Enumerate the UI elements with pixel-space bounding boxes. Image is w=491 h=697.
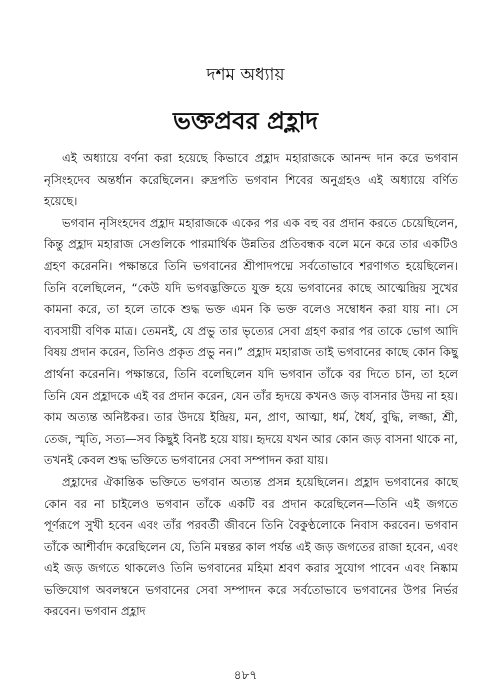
paragraph: প্রহ্লাদের ঐকান্তিক ভক্তিতে ভগবান অত্যন্ত প্রসন্ন হয়েছিলেন। প্রহ্লাদ ভগবানের কাছে কোন বর না চাইলেও ভগবান তাঁকে একটি বর প্রদান করেছিলেন—তিনি এই জগতে পূর্ণরূপে সুখী হবেন এবং তাঁর পরবর্তী জীবনে তিনি বৈকুণ্ঠলোকে নিবাস করবেন। ভগবান তাঁকে আশীর্বাদ করেছিলেন যে, তিনি মন্বন্তর কাল পর্যন্ত এই জড় জগতের রাজা হবেন, এবং এই জড় জগতে থাকলেও তিনি ভগবানের মহিমা শ্রবণ করার সুযোগ পাবেন এবং নিষ্কাম ভক্তিযোগ অবলম্বনে ভগবানের সেবা সম্পাদন করে সর্বতোভাবে ভগবানের উপর নির্ভর করবেন। ভগবান প্রহ্লাদ <box>44 474 458 619</box>
paragraph: ভগবান নৃসিংহদেব প্রহ্লাদ মহারাজকে একের পর এক বহু বর প্রদান করতে চেয়েছিলেন, কিন্তু প্রহ্লাদ মহারাজ সেগুলিকে পারমার্থিক উন্নতির প্রতিবন্ধক বলে মনে করে তার একটিও গ্রহণ করেননি। পক্ষান্তরে তিনি ভগবানের শ্রীপাদপদ্মে সর্বতোভাবে শরণাগত হয়েছিলেন। তিনি বলেছিলেন, “কেউ যদি ভগবদ্ভক্তিতে যুক্ত হয়ে ভগবানের কাছে আত্মেন্দ্রিয় সুখের কামনা করে, তা হলে তাকে শুদ্ধ ভক্ত এমন কি ভক্ত বলেও সম্বোধন করা যায় না। সে ব্যবসায়ী বণিক মাত্র। তেমনই, যে প্রভু তার ভৃত্যের সেবা গ্রহণ করার পর তাকে ভোগ আদি বিষয় প্রদান করেন, তিনিও প্রকৃত প্রভু নন।” প্রহ্লাদ মহারাজ তাই ভগবানের কাছে কোন কিছু প্রার্থনা করেননি। পক্ষান্তরে, তিনি বলেছিলেন যদি ভগবান তাঁকে বর দিতে চান, তা হলে তিনি যেন প্রহ্লাদকে এই বর প্রদান করেন, যেন তাঁর হৃদয়ে কখনও জড় বাসনার উদয় না হয়। কাম অত্যন্ত অনিষ্টকর। তার উদয়ে ইন্দ্রিয়, মন, প্রাণ, আত্মা, ধর্ম, ধৈর্য, বুদ্ধি, লজ্জা, শ্রী, তেজ, স্মৃতি, সত্য—সব কিছুই বিনষ্ট হয়ে যায়। হৃদয়ে যখন আর কোন জড় বাসনা থাকে না, তখনই কেবল শুদ্ধ ভক্তিতে ভগবানের সেবা সম্পাদন করা যায়। <box>44 215 458 468</box>
chapter-heading: দশম অধ্যায় <box>206 65 285 85</box>
chapter-summary <box>44 148 458 623</box>
paragraph: এই অধ্যায়ে বর্ণনা করা হয়েছে কিভাবে প্রহ্লাদ মহারাজকে আনন্দ দান করে ভগবান নৃসিংহদেব অন্তর্ধান করেছিলেন। রুদ্রপতি ভগবান শিবের অনুগ্রহও এই অধ্যায়ে বর্ণিত হয়েছে। <box>44 151 458 209</box>
chapter-title: ভক্তপ্রবর প্রহ্লাদ <box>172 107 319 135</box>
page-number: ৪৮৭ <box>233 668 258 682</box>
